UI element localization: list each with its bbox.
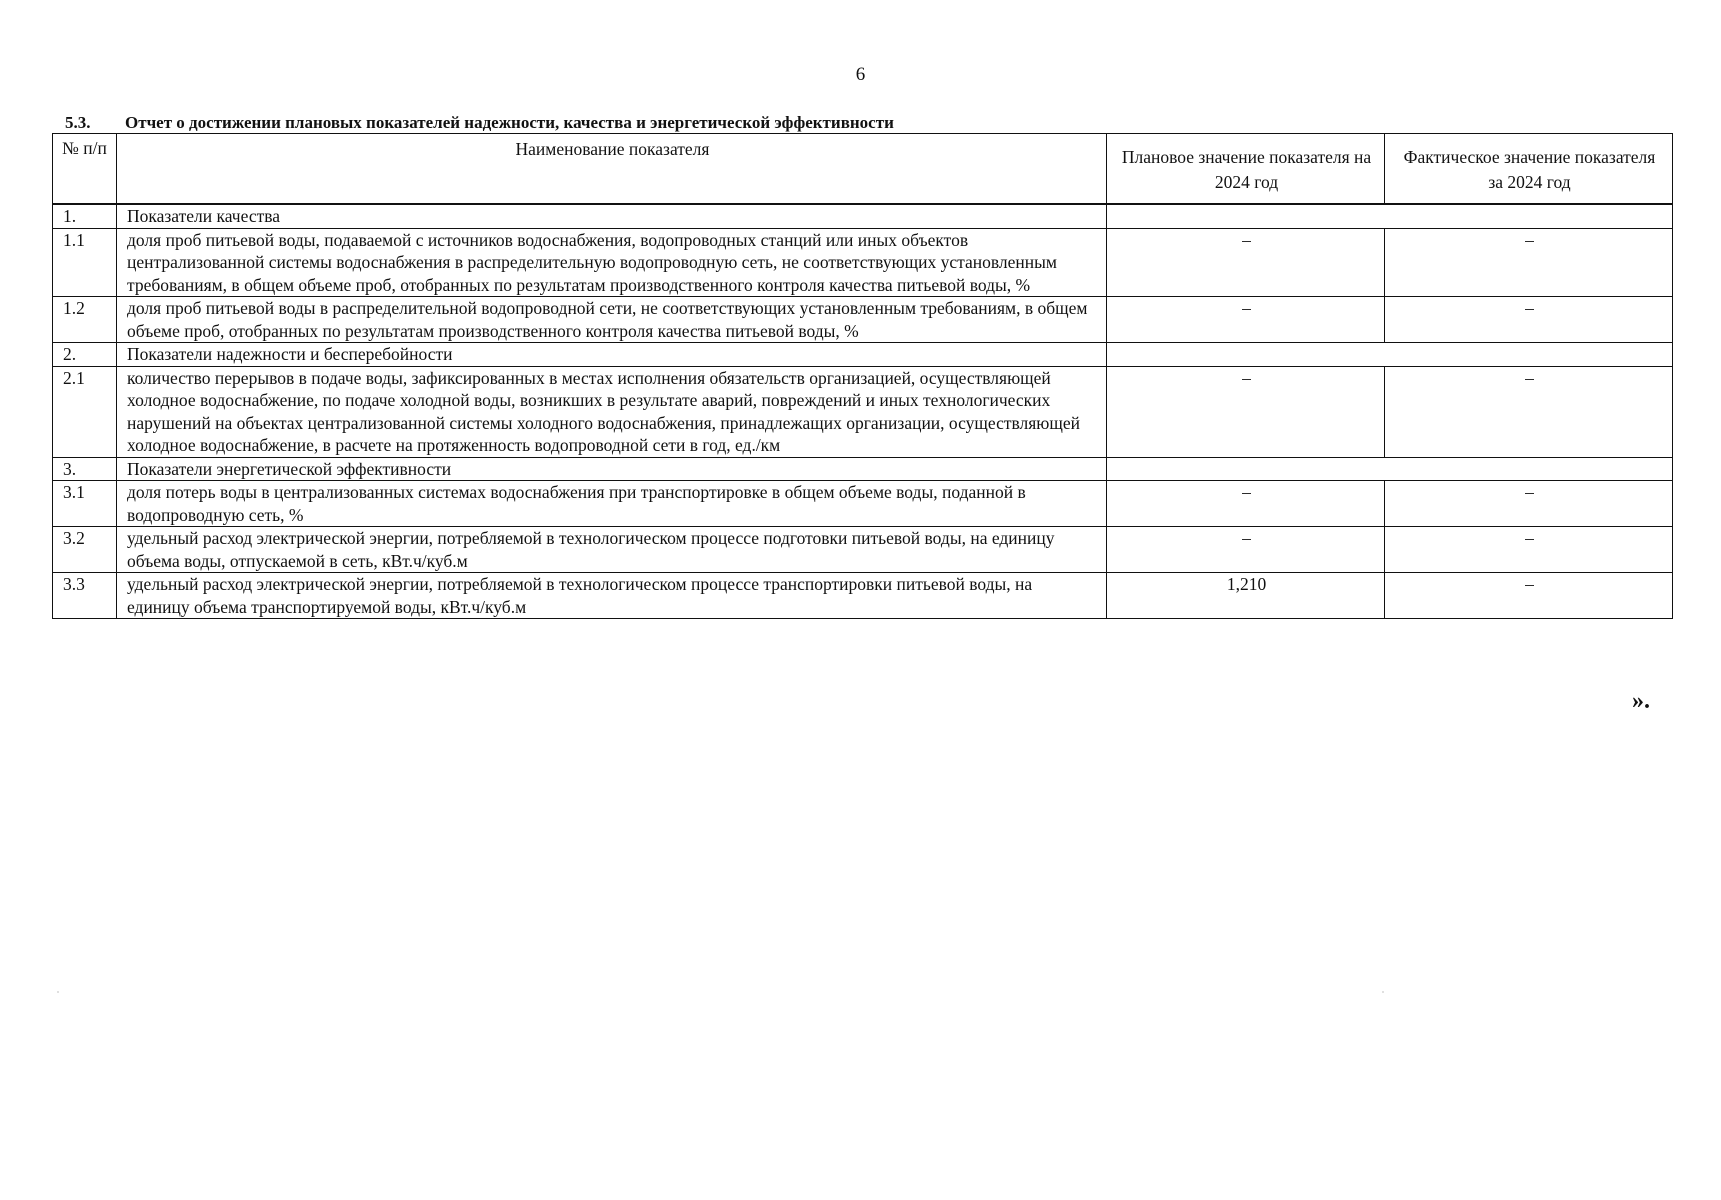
header-plan: Плановое значение показателя на 2024 год (1107, 134, 1385, 205)
planned-value: – (1107, 527, 1385, 573)
row-number: 2.1 (53, 366, 117, 457)
indicator-name: доля потерь воды в централизованных системах водоснабжения при транспортировке в общем объеме воды, поданной в водопроводную сеть, % (117, 481, 1107, 527)
planned-value: – (1107, 228, 1385, 297)
section-title: Отчет о достижении плановых показателей надежности, качества и энергетической эффективности (125, 113, 894, 132)
planned-value (1107, 457, 1385, 481)
table-row (53, 228, 1673, 297)
indicator-name: доля проб питьевой воды, подаваемой с источников водоснабжения, водопроводных станций или иных объектов централизованной системы водоснабжения в распределительную водопроводную сеть, не соответствующих установленным требованиям, в общем объеме проб, отобранных по результатам производственного контроля качества питьевой воды, % (117, 228, 1107, 297)
indicator-name: количество перерывов в подаче воды, зафиксированных в местах исполнения обязательств организацией, осуществляющей холодное водоснабжение, по подаче холодной воды, возникших в результате аварий, повреждений и иных технологических нарушений на объектах централизованной системы холодного водоснабжения, принадлежащих организации, осуществляющей холодное водоснабжение, в расчете на протяженность водопроводной сети в год, ед./км (117, 366, 1107, 457)
table-section-row (53, 457, 1673, 481)
planned-value (1107, 343, 1385, 367)
actual-value: – (1385, 297, 1673, 343)
indicator-name: доля проб питьевой воды в распределительной водопроводной сети, не соответствующих установленным требованиям, в общем объеме проб, отобранных по результатам производственного контроля качества питьевой воды, % (117, 297, 1107, 343)
row-number: 3.1 (53, 481, 117, 527)
indicator-name: удельный расход электрической энергии, потребляемой в технологическом процессе подготовки питьевой воды, на единицу объема воды, отпускаемой в сеть, кВт.ч/куб.м (117, 527, 1107, 573)
planned-value: – (1107, 481, 1385, 527)
row-number: 2. (53, 343, 117, 367)
actual-value (1385, 343, 1673, 367)
table-section-row (53, 204, 1673, 228)
indicator-name: Показатели качества (117, 204, 1107, 228)
section-heading (65, 113, 894, 133)
scan-speck (57, 991, 59, 993)
page-number: 6 (855, 64, 866, 85)
table-row (53, 573, 1673, 619)
header-num: № п/п (53, 134, 117, 205)
row-number: 3.2 (53, 527, 117, 573)
table-row (53, 527, 1673, 573)
planned-value: – (1107, 297, 1385, 343)
actual-value: – (1385, 527, 1673, 573)
indicator-name: Показатели надежности и бесперебойности (117, 343, 1107, 367)
section-number: 5.3. (65, 113, 91, 132)
actual-value (1385, 204, 1673, 228)
table-section-row (53, 343, 1673, 367)
planned-value: 1,210 (1107, 573, 1385, 619)
actual-value: – (1385, 481, 1673, 527)
indicators-table (52, 133, 1673, 619)
planned-value (1107, 204, 1385, 228)
actual-value: – (1385, 573, 1673, 619)
row-number: 1. (53, 204, 117, 228)
row-number: 1.2 (53, 297, 117, 343)
actual-value (1385, 457, 1673, 481)
table-body (53, 204, 1673, 619)
table-row (53, 297, 1673, 343)
closing-quote-mark: ». (1632, 688, 1650, 714)
row-number: 1.1 (53, 228, 117, 297)
table-row (53, 366, 1673, 457)
indicator-name: удельный расход электрической энергии, потребляемой в технологическом процессе транспортировки питьевой воды, на единицу объема транспортируемой воды, кВт.ч/куб.м (117, 573, 1107, 619)
header-name: Наименование показателя (117, 134, 1107, 205)
header-fact: Фактическое значение показателя за 2024 год (1385, 134, 1673, 205)
table-header-row (53, 134, 1673, 205)
row-number: 3.3 (53, 573, 117, 619)
indicator-name: Показатели энергетической эффективности (117, 457, 1107, 481)
actual-value: – (1385, 366, 1673, 457)
row-number: 3. (53, 457, 117, 481)
actual-value: – (1385, 228, 1673, 297)
scan-speck (1382, 991, 1384, 993)
planned-value: – (1107, 366, 1385, 457)
table-row (53, 481, 1673, 527)
